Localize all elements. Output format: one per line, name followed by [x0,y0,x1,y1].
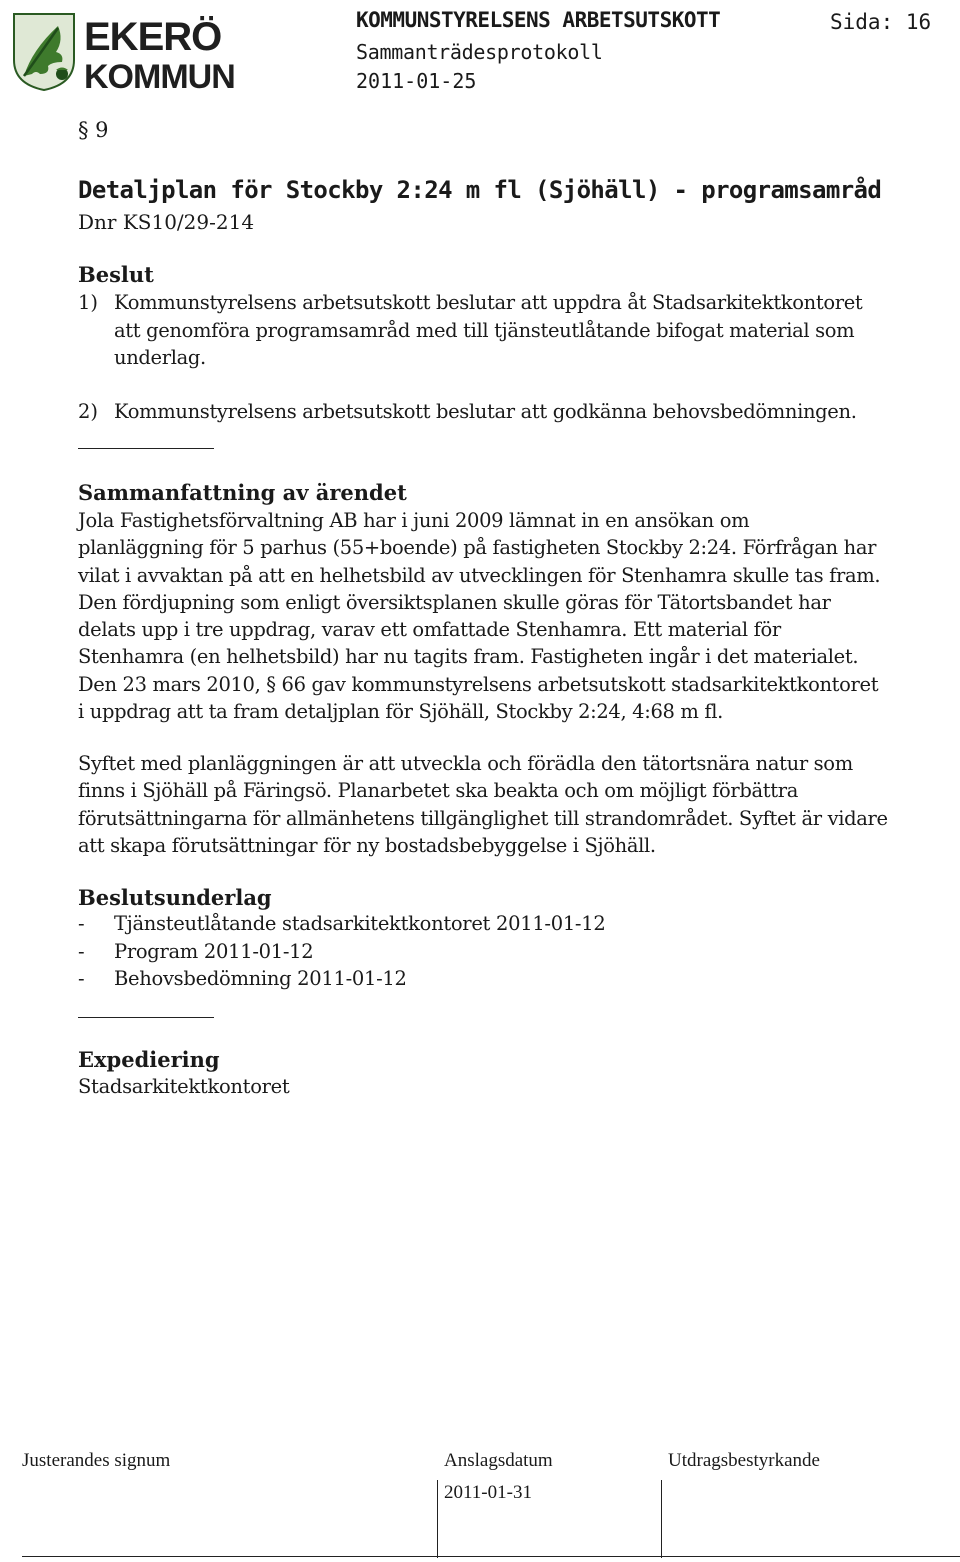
decision-line: Kommunstyrelsens arbetsutskott beslutar att uppdra åt Stadsarkitektkontoret [114,291,863,314]
expediering-heading: Expediering [78,1047,220,1072]
text-line: Syftet med planläggningen är att utveckla och förädla den tätortsnära natur som [78,752,853,775]
ekero-kommun-logo [10,10,246,92]
list-item-text: Behovsbedömning 2011-01-12 [114,967,407,990]
footer-divider [437,1480,438,1558]
section-divider [78,1017,214,1018]
case-dnr: Dnr KS10/29-214 [78,210,255,234]
protocol-type: Sammanträdesprotokoll [356,40,603,64]
beslut-heading: Beslut [78,262,154,287]
text-line: i uppdrag att ta fram detaljplan för Sjöhäll, Stockby 2:24, 4:68 m fl. [78,700,724,724]
list-item: - Program 2011-01-12 [78,940,314,963]
text-line: delats upp i tre uppdrag, varav ett omfattade Stenhamra. Ett material för [78,618,781,642]
section-divider [78,448,214,449]
summary-paragraph-1 [78,507,960,725]
footer-justerandes-signum: Justerandes signum [22,1450,171,1471]
footer-divider [661,1480,662,1558]
text-line: Den fördjupning som enligt översiktsplanen skulle göras för Tätortsbandet har [78,590,831,614]
text-line: vilat i avvaktan på att en helhetsbild av utvecklingen för Stenhamra skulle tas fram. [78,563,881,587]
decision-line: Kommunstyrelsens arbetsutskott beslutar att godkänna behovsbedömningen. [114,400,857,423]
decision-item [78,398,857,426]
footer-utdragsbestyrkande: Utdragsbestyrkande [668,1450,820,1471]
paragraph-number: § 9 [78,118,109,142]
decision-line: att genomföra programsamråd med till tjänsteutlåtande bifogat material som [114,318,855,342]
decision-number: 1) [78,291,99,314]
oak-leaf-shield-icon [10,10,246,92]
list-item-text: Tjänsteutlåtande stadsarkitektkontoret 2011-01-12 [114,912,606,935]
footer-anslagsdatum-value: 2011-01-31 [444,1482,532,1503]
decision-number: 2) [78,400,99,423]
text-line: Jola Fastighetsförvaltning AB har i juni 2009 lämnat in en ansökan om [78,509,750,532]
list-item-text: Program 2011-01-12 [114,940,314,963]
logo-text-kommun: KOMMUN [84,58,235,92]
expediering-recipient: Stadsarkitektkontoret [78,1075,290,1098]
list-item: - Behovsbedömning 2011-01-12 [78,967,407,990]
text-line: Stenhamra (en helhetsbild) har nu tagits fram. Fastigheten ingår i det materialet. [78,645,859,669]
decision-item [78,289,862,372]
protocol-date: 2011-01-25 [356,69,477,93]
summary-paragraph-2 [78,750,960,859]
page-number: Sida: 16 [830,10,932,34]
text-line: Den 23 mars 2010, § 66 gav kommunstyrelsens arbetsutskott stadsarkitektkontoret [78,672,879,696]
decision-line: underlag. [114,346,206,369]
text-line: förutsättningarna för allmänhetens tillgänglighet till strandområdet. Syftet är vidare [78,806,888,830]
footer-anslagsdatum-label: Anslagsdatum [444,1450,553,1471]
beslutsunderlag-heading: Beslutsunderlag [78,885,272,910]
case-title: Detaljplan för Stockby 2:24 m fl (Sjöhäll) - programsamråd [78,176,882,204]
summary-heading: Sammanfattning av ärendet [78,480,407,505]
text-line: att skapa förutsättningar för ny bostadsbebyggelse i Sjöhäll. [78,833,656,857]
committee-name: KOMMUNSTYRELSENS ARBETSUTSKOTT [356,8,721,32]
text-line: finns i Sjöhäll på Färingsö. Planarbetet ska beakta och om möjligt förbättra [78,779,798,803]
logo-text-ekero: EKERÖ [84,15,222,59]
list-item: - Tjänsteutlåtande stadsarkitektkontoret 2011-01-12 [78,912,606,935]
footer-baseline [22,1556,960,1557]
text-line: planläggning för 5 parhus (55+boende) på fastigheten Stockby 2:24. Förfrågan har [78,536,877,560]
